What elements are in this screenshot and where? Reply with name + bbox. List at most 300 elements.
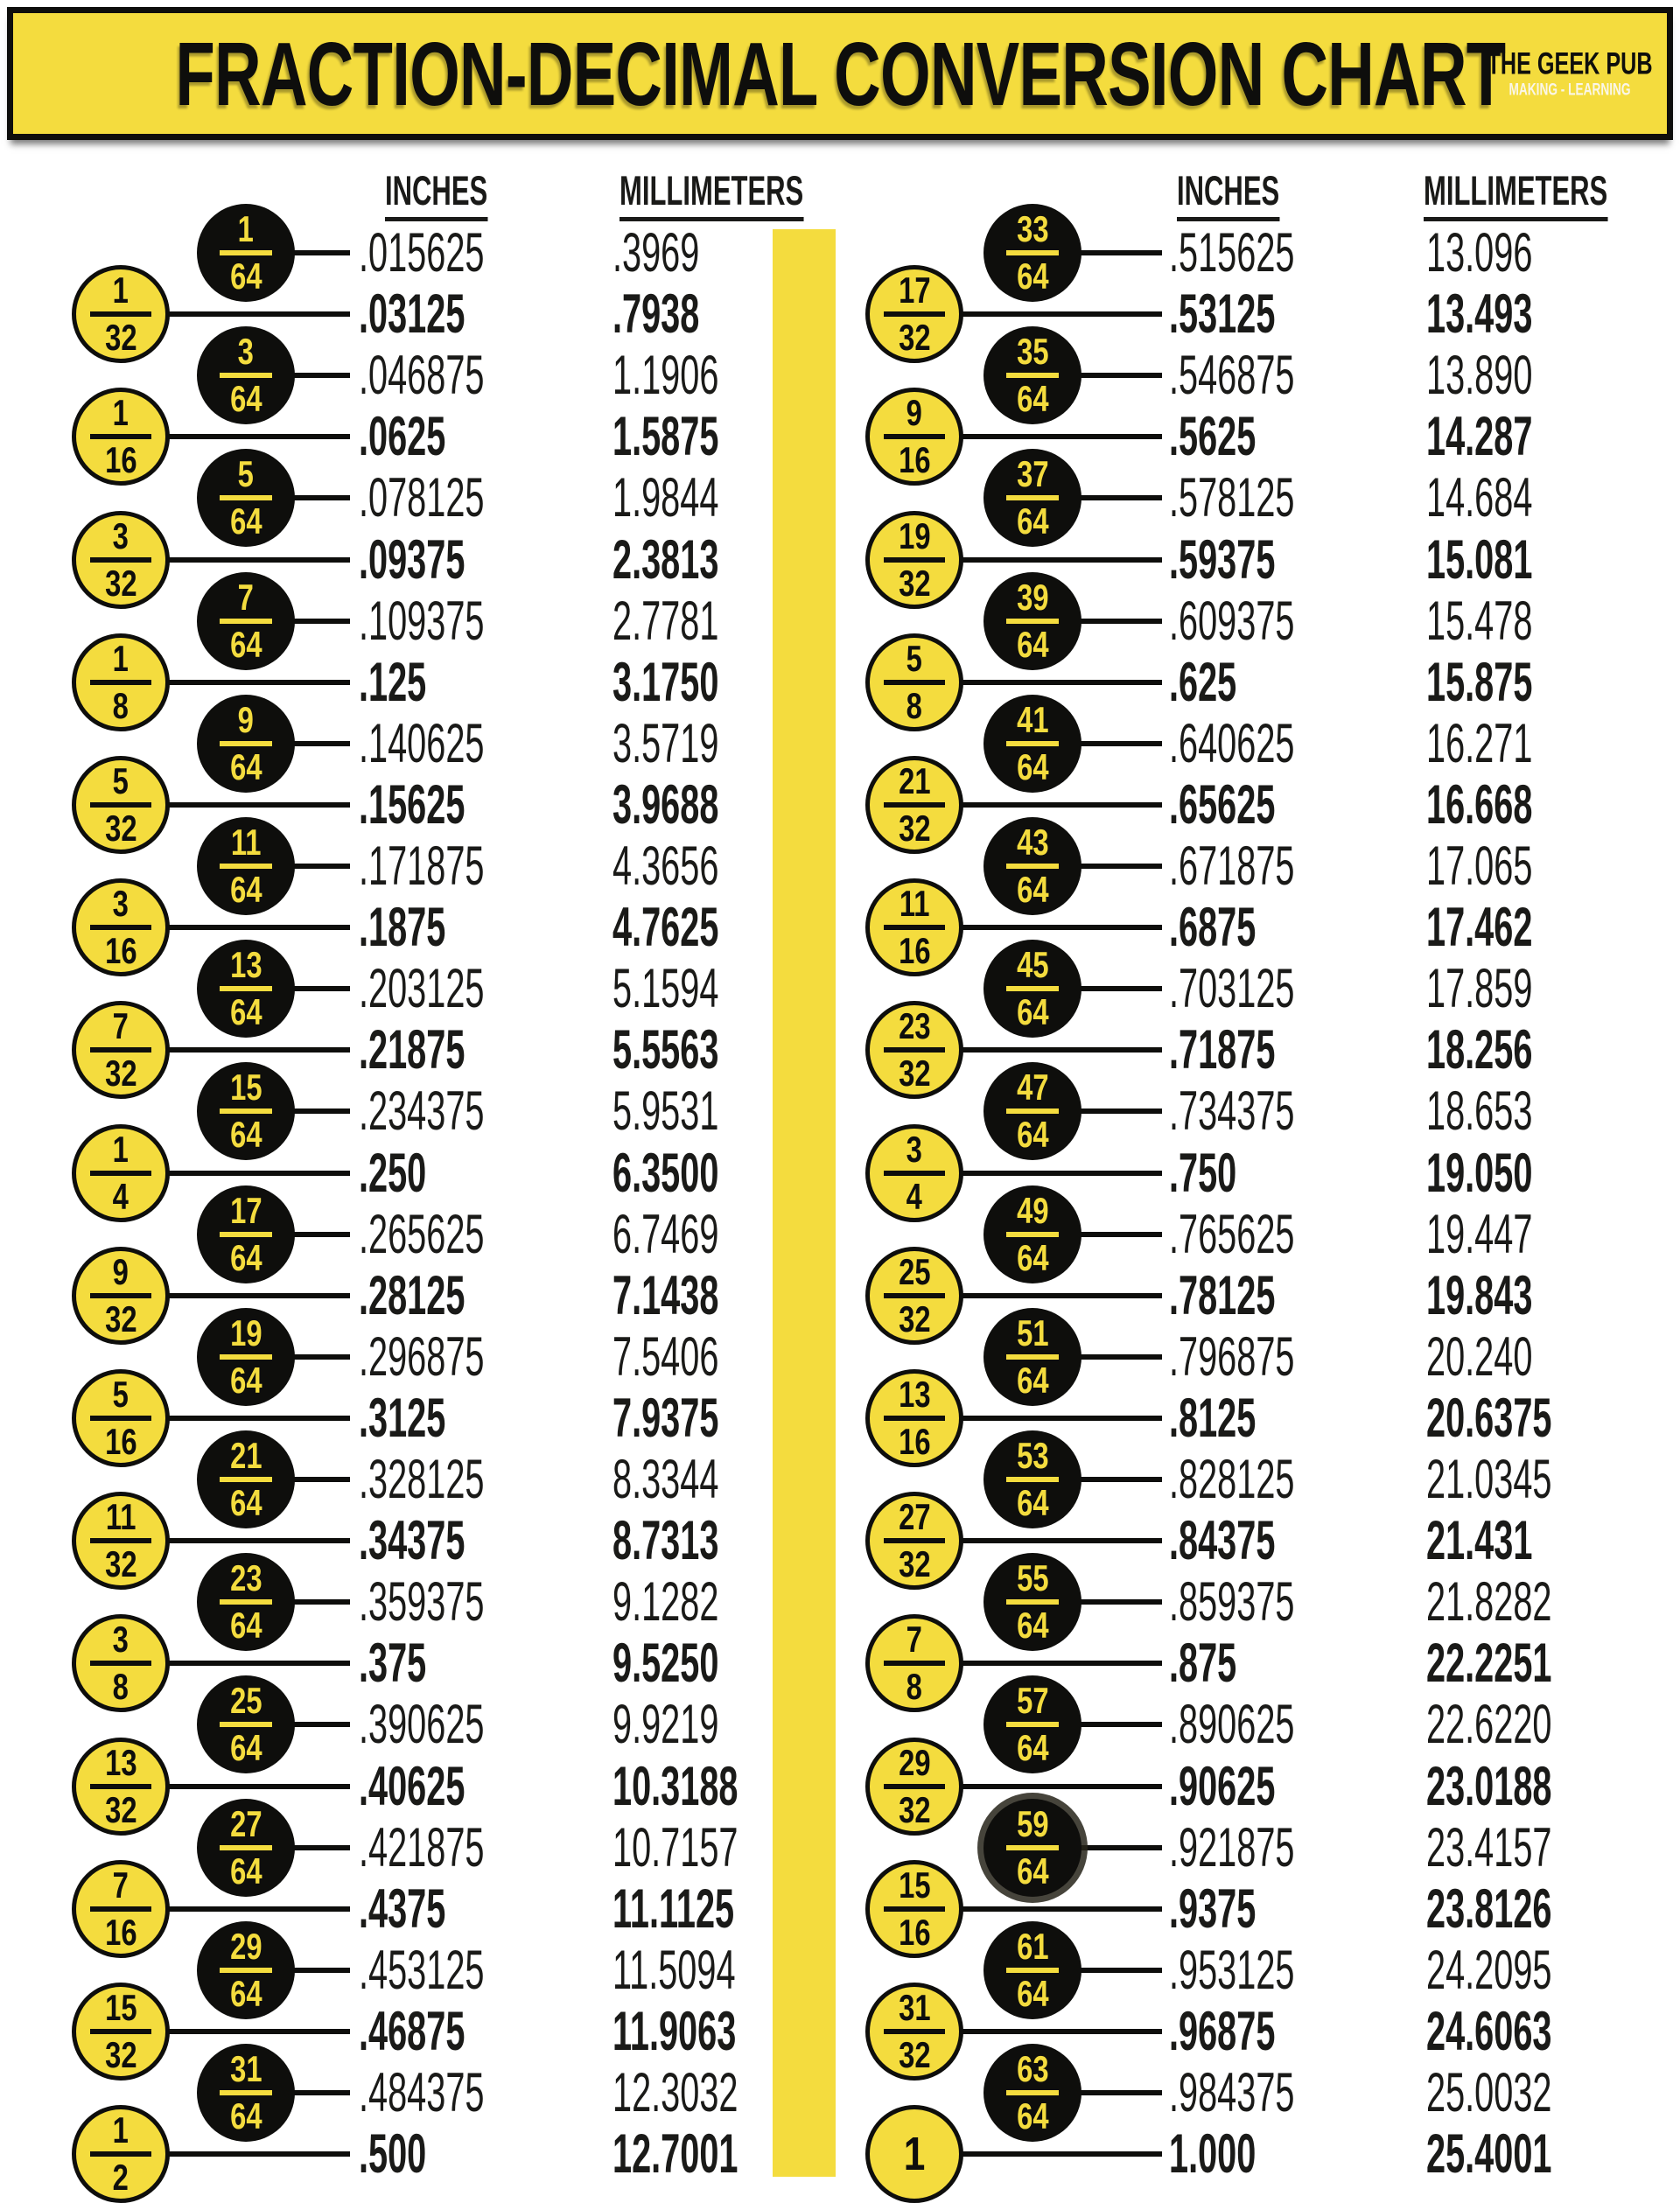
mm-value-text: 9.9219 xyxy=(612,1694,719,1756)
mm-value xyxy=(612,1265,781,1326)
inches-value xyxy=(359,836,558,897)
inches-value-text: .984375 xyxy=(1169,2062,1295,2123)
fraction-circle xyxy=(72,1860,170,1958)
fraction-numerator: 1 xyxy=(112,1128,130,1170)
fraction-denominator: 16 xyxy=(898,930,931,972)
mm-value-text: 13.096 xyxy=(1426,222,1533,283)
inches-value-text: .796875 xyxy=(1169,1325,1295,1388)
fraction-numerator: 49 xyxy=(1016,1189,1049,1231)
fraction-denominator: 2 xyxy=(112,2157,130,2199)
fraction-numerator: 5 xyxy=(237,453,255,495)
mm-value xyxy=(612,897,781,958)
mm-value xyxy=(612,1571,781,1633)
inches-value-text: .265625 xyxy=(359,1203,485,1265)
fraction-circle xyxy=(865,1983,963,2081)
fraction-numerator: 9 xyxy=(112,1250,130,1292)
inches-value-text: .390625 xyxy=(359,1694,485,1756)
fraction-numerator: 53 xyxy=(1016,1435,1049,1476)
mm-value xyxy=(1426,774,1595,836)
inches-value-text: .53125 xyxy=(1169,283,1276,346)
inches-value xyxy=(359,1204,558,1265)
mm-value-text: 21.8282 xyxy=(1426,1571,1552,1633)
fraction-circle xyxy=(865,1492,963,1590)
inches-value xyxy=(359,467,558,528)
fraction-numerator: 13 xyxy=(229,944,262,986)
inches-value-text: 1.000 xyxy=(1169,2123,1256,2186)
fraction-numerator: 17 xyxy=(898,269,931,311)
fraction-numerator: 17 xyxy=(229,1189,262,1231)
fraction-denominator: 64 xyxy=(229,2095,262,2137)
mm-value-text: 13.890 xyxy=(1426,345,1533,407)
mm-value-text: 16.271 xyxy=(1426,712,1533,774)
fraction-denominator: 16 xyxy=(898,1911,931,1953)
fraction-numerator: 3 xyxy=(112,1619,130,1661)
inches-value xyxy=(359,222,558,283)
fraction-circle xyxy=(72,878,170,976)
fraction-numerator: 7 xyxy=(112,1864,130,1906)
fraction-circle xyxy=(984,572,1082,670)
inches-value xyxy=(359,1326,558,1388)
mm-value-text: 23.4157 xyxy=(1426,1816,1552,1878)
fraction-denominator: 64 xyxy=(229,255,262,297)
fraction-circle xyxy=(984,449,1082,547)
fraction-denominator: 32 xyxy=(898,807,931,849)
inches-value xyxy=(359,345,558,406)
fraction-numerator: 11 xyxy=(105,1496,136,1538)
fraction-denominator: 32 xyxy=(898,1788,931,1830)
fraction-whole: 1 xyxy=(903,2128,926,2181)
fraction-denominator: 64 xyxy=(1016,869,1049,910)
fraction-circle xyxy=(984,817,1082,915)
fraction-numerator: 45 xyxy=(1016,944,1049,986)
mm-value-text: 25.4001 xyxy=(1426,2123,1552,2186)
inches-value xyxy=(1169,774,1338,836)
inches-value-text: .4375 xyxy=(359,1878,446,1940)
mm-value xyxy=(1426,897,1595,958)
inches-value-text: .765625 xyxy=(1169,1203,1295,1265)
inches-value-text: .375 xyxy=(359,1633,427,1695)
fraction-circle xyxy=(197,204,295,302)
inches-value-text: .65625 xyxy=(1169,773,1276,836)
mm-value xyxy=(612,591,781,652)
fraction-circle xyxy=(984,1553,1082,1651)
fraction-numerator: 43 xyxy=(1016,822,1049,863)
fraction-numerator: 1 xyxy=(112,392,130,434)
mm-value xyxy=(1426,1940,1626,2001)
mm-value-text: 11.9063 xyxy=(612,2000,737,2062)
inches-value-text: .296875 xyxy=(359,1325,485,1388)
fraction-numerator: 31 xyxy=(229,2048,262,2089)
mm-value xyxy=(612,1081,781,1142)
fraction-numerator: 27 xyxy=(898,1496,931,1538)
inches-value xyxy=(1169,283,1338,345)
inches-value-text: .250 xyxy=(359,1142,427,1204)
fraction-denominator: 64 xyxy=(1016,378,1049,420)
mm-value-text: 4.3656 xyxy=(612,836,719,897)
inches-value xyxy=(359,529,528,591)
fraction-circle xyxy=(984,326,1082,424)
fraction-denominator: 16 xyxy=(898,1420,931,1462)
inches-value xyxy=(1169,1449,1368,1510)
fraction-denominator: 16 xyxy=(898,439,931,481)
mm-value xyxy=(1426,1878,1626,1940)
mm-value xyxy=(1426,467,1595,528)
fraction-numerator: 1 xyxy=(237,208,255,249)
fraction-denominator: 32 xyxy=(104,1053,137,1095)
mm-value xyxy=(1426,2062,1626,2123)
mm-value xyxy=(612,713,781,774)
mm-value xyxy=(1426,222,1595,283)
fraction-circle xyxy=(72,1983,170,2081)
inches-value xyxy=(1169,1081,1368,1142)
fraction-numerator: 25 xyxy=(229,1680,262,1722)
fraction-numerator: 35 xyxy=(1016,331,1049,373)
fraction-circle xyxy=(865,1738,963,1836)
fraction-numerator: 23 xyxy=(898,1005,931,1047)
fraction-circle xyxy=(197,1553,295,1651)
inches-value-text: .046875 xyxy=(359,345,485,407)
fraction-denominator: 64 xyxy=(1016,500,1049,542)
column-header-millimeters-right: MILLIMETERS xyxy=(1424,170,1680,221)
mm-value-text: 10.7157 xyxy=(612,1816,738,1878)
mm-value-text: 12.3032 xyxy=(612,2062,738,2123)
fraction-circle xyxy=(197,1799,295,1897)
fraction-numerator: 7 xyxy=(237,576,255,618)
fraction-circle xyxy=(197,1062,295,1160)
inches-value-text: .500 xyxy=(359,2123,427,2186)
mm-value-text: 15.478 xyxy=(1426,590,1533,652)
inches-value-text: .734375 xyxy=(1169,1081,1295,1143)
inches-value-text: .578125 xyxy=(1169,467,1295,529)
inches-value-text: .9375 xyxy=(1169,1878,1256,1940)
inches-value xyxy=(1169,529,1338,591)
fraction-denominator: 64 xyxy=(1016,1359,1049,1401)
fraction-numerator: 1 xyxy=(112,2109,130,2151)
inches-value-text: .96875 xyxy=(1169,2000,1276,2062)
inches-value xyxy=(359,1571,558,1633)
fraction-denominator: 64 xyxy=(229,1850,262,1892)
inches-value xyxy=(1169,2123,1307,2185)
fraction-denominator: 64 xyxy=(229,1605,262,1647)
inches-value-text: .421875 xyxy=(359,1816,485,1878)
mm-value xyxy=(612,1388,781,1449)
inches-value xyxy=(359,591,558,652)
mm-value xyxy=(612,1326,781,1388)
fraction-numerator: 37 xyxy=(1016,453,1049,495)
mm-value-text: 12.7001 xyxy=(612,2123,738,2186)
fraction-circle xyxy=(984,940,1082,1038)
fraction-denominator: 32 xyxy=(104,562,137,604)
inches-value-text: .203125 xyxy=(359,958,485,1020)
fraction-numerator: 5 xyxy=(112,759,130,801)
inches-value-text: .03125 xyxy=(359,283,466,346)
inches-value-text: .5625 xyxy=(1169,406,1256,468)
mm-value xyxy=(612,836,781,897)
fraction-denominator: 64 xyxy=(1016,1972,1049,2014)
inches-value xyxy=(359,1694,558,1755)
inches-value xyxy=(359,1633,466,1694)
fraction-circle xyxy=(984,1799,1082,1897)
fraction-circle xyxy=(72,265,170,363)
inches-value xyxy=(359,713,558,774)
mm-value xyxy=(612,1019,781,1081)
fraction-numerator: 3 xyxy=(112,883,130,925)
fraction-numerator: 59 xyxy=(1016,1802,1049,1844)
mm-value-text: 5.5563 xyxy=(612,1019,719,1081)
inches-value-text: .71875 xyxy=(1169,1019,1276,1081)
inches-value-text: .359375 xyxy=(359,1571,485,1633)
fraction-circle xyxy=(865,1614,963,1712)
inches-value xyxy=(1169,958,1368,1019)
mm-value-text: 18.653 xyxy=(1426,1081,1533,1143)
fraction-numerator: 11 xyxy=(899,883,930,925)
mm-value xyxy=(1426,2001,1626,2062)
fraction-numerator: 47 xyxy=(1016,1067,1049,1108)
mm-value-text: 24.2095 xyxy=(1426,1939,1552,2001)
fraction-denominator: 64 xyxy=(1016,255,1049,297)
inches-value xyxy=(359,1878,497,1940)
inches-value-text: .921875 xyxy=(1169,1816,1295,1878)
inches-value xyxy=(359,1817,558,1878)
inches-value-text: .828125 xyxy=(1169,1449,1295,1510)
mm-value xyxy=(1426,591,1595,652)
inches-value xyxy=(1169,1265,1338,1326)
inches-value xyxy=(359,652,466,713)
inches-value xyxy=(1169,1633,1277,1694)
fraction-circle xyxy=(72,2105,170,2203)
fraction-denominator: 64 xyxy=(229,500,262,542)
inches-value xyxy=(359,1081,558,1142)
inches-value xyxy=(1169,591,1368,652)
fraction-circle xyxy=(197,572,295,670)
fraction-circle xyxy=(865,1001,963,1099)
inches-value-text: .90625 xyxy=(1169,1755,1276,1817)
fraction-numerator: 7 xyxy=(906,1619,923,1661)
fraction-circle xyxy=(197,695,295,793)
mm-value xyxy=(1426,345,1595,406)
mm-value-text: 2.7781 xyxy=(612,590,719,652)
inches-value xyxy=(359,1388,497,1449)
fraction-denominator: 16 xyxy=(104,439,137,481)
inches-value xyxy=(359,1019,528,1081)
mm-value-text: 3.9688 xyxy=(612,773,719,836)
mm-value-text: 16.668 xyxy=(1426,773,1533,836)
mm-value-text: 5.1594 xyxy=(612,958,719,1020)
mm-value xyxy=(1426,713,1595,774)
fraction-denominator: 64 xyxy=(229,1482,262,1523)
fraction-circle xyxy=(197,326,295,424)
fraction-denominator: 32 xyxy=(898,1543,931,1585)
fraction-circle xyxy=(865,1124,963,1222)
inches-value xyxy=(359,2062,558,2123)
mm-value xyxy=(1426,529,1595,591)
header-bar xyxy=(7,7,1673,140)
inches-value-text: .21875 xyxy=(359,1019,466,1081)
inches-value xyxy=(359,1265,528,1326)
fraction-circle xyxy=(984,204,1082,302)
mm-value xyxy=(612,283,751,345)
fraction-numerator: 11 xyxy=(230,822,262,863)
mm-value xyxy=(1426,406,1595,467)
fraction-denominator: 64 xyxy=(229,1727,262,1769)
fraction-numerator: 21 xyxy=(229,1435,262,1476)
fraction-circle xyxy=(865,1860,963,1958)
mm-value xyxy=(612,958,781,1019)
mm-value-text: 7.5406 xyxy=(612,1325,719,1388)
mm-value xyxy=(1426,1388,1626,1449)
mm-value-text: 3.1750 xyxy=(612,651,719,713)
fraction-circle xyxy=(72,756,170,854)
mm-value-text: 6.3500 xyxy=(612,1142,719,1204)
fraction-denominator: 64 xyxy=(1016,1605,1049,1647)
inches-value-text: .171875 xyxy=(359,836,485,897)
inches-value-text: .890625 xyxy=(1169,1694,1295,1756)
inches-value xyxy=(1169,652,1277,713)
fraction-denominator: 8 xyxy=(906,684,923,726)
fraction-circle xyxy=(865,265,963,363)
inches-value-text: .15625 xyxy=(359,773,466,836)
fraction-circle xyxy=(865,511,963,609)
mm-value xyxy=(1426,1326,1595,1388)
brand-logo xyxy=(1423,46,1653,100)
brand-tagline: MAKING - LEARNING xyxy=(1508,80,1632,100)
fraction-denominator: 16 xyxy=(104,930,137,972)
fraction-circle xyxy=(984,1921,1082,2019)
mm-value xyxy=(612,1633,781,1694)
fraction-denominator: 32 xyxy=(104,2033,137,2075)
mm-value xyxy=(1426,1571,1626,1633)
inches-value xyxy=(359,1449,558,1510)
fraction-numerator: 19 xyxy=(898,514,931,556)
fraction-denominator: 64 xyxy=(229,1972,262,2014)
inches-value xyxy=(1169,1204,1368,1265)
mm-value-text: 1.1906 xyxy=(612,345,719,407)
inches-value-text: .625 xyxy=(1169,651,1237,713)
fraction-numerator: 13 xyxy=(104,1741,137,1783)
mm-value xyxy=(1426,2123,1626,2185)
fraction-numerator: 39 xyxy=(1016,576,1049,618)
fraction-numerator: 61 xyxy=(1016,1925,1049,1967)
inches-value xyxy=(359,897,497,958)
inches-value xyxy=(1169,836,1368,897)
mm-value-text: 1.9844 xyxy=(612,467,719,529)
fraction-numerator: 41 xyxy=(1016,698,1049,740)
fraction-circle xyxy=(197,449,295,547)
inches-value-text: .28125 xyxy=(359,1264,466,1326)
fraction-circle xyxy=(72,1124,170,1222)
inches-value-text: .640625 xyxy=(1169,712,1295,774)
fraction-numerator: 29 xyxy=(898,1741,931,1783)
fraction-denominator: 32 xyxy=(104,1543,137,1585)
mm-value xyxy=(612,1143,781,1204)
fraction-numerator: 5 xyxy=(112,1373,130,1415)
inches-value xyxy=(359,283,528,345)
inches-value-text: .140625 xyxy=(359,712,485,774)
fraction-denominator: 32 xyxy=(898,562,931,604)
inches-value-text: .09375 xyxy=(359,528,466,591)
mm-value-text: 4.7625 xyxy=(612,897,719,959)
mm-value-text: 7.1438 xyxy=(612,1264,719,1326)
inches-value xyxy=(359,1510,528,1571)
mm-value-text: 3.5719 xyxy=(612,712,719,774)
inches-value xyxy=(1169,1019,1338,1081)
fraction-denominator: 32 xyxy=(898,1297,931,1339)
inches-value-text: .515625 xyxy=(1169,222,1295,283)
fraction-circle xyxy=(72,1369,170,1467)
mm-value xyxy=(612,2062,812,2123)
fraction-numerator: 51 xyxy=(1016,1311,1049,1353)
fraction-circle xyxy=(984,1430,1082,1528)
fraction-denominator: 64 xyxy=(229,869,262,910)
fraction-denominator: 32 xyxy=(898,1053,931,1095)
mm-value-text: 23.0188 xyxy=(1426,1755,1552,1817)
fraction-numerator: 3 xyxy=(112,514,130,556)
fraction-denominator: 32 xyxy=(104,1788,137,1830)
mm-value-text: 10.3188 xyxy=(612,1755,738,1817)
inches-value xyxy=(1169,2001,1338,2062)
fraction-numerator: 13 xyxy=(898,1373,931,1415)
fraction-numerator: 3 xyxy=(906,1128,923,1170)
inches-value xyxy=(1169,2062,1368,2123)
mm-value xyxy=(1426,1143,1595,1204)
mm-value-text: 9.5250 xyxy=(612,1633,719,1695)
mm-value xyxy=(1426,652,1595,713)
inches-value xyxy=(1169,345,1368,406)
fraction-numerator: 25 xyxy=(898,1250,931,1292)
mm-value-text: 15.081 xyxy=(1426,528,1533,591)
fraction-numerator: 57 xyxy=(1016,1680,1049,1722)
fraction-denominator: 32 xyxy=(104,1297,137,1339)
mm-value xyxy=(1426,1449,1626,1510)
fraction-denominator: 32 xyxy=(898,317,931,359)
fraction-numerator: 7 xyxy=(112,1005,130,1047)
mm-value-text: 8.7313 xyxy=(612,1510,719,1572)
fraction-circle xyxy=(197,1675,295,1773)
fraction-circle xyxy=(984,1308,1082,1406)
inches-value xyxy=(359,1143,466,1204)
mm-value xyxy=(612,1204,781,1265)
mm-value xyxy=(1426,1756,1626,1817)
fraction-circle xyxy=(865,1247,963,1345)
fraction-denominator: 8 xyxy=(112,1666,130,1708)
inches-value-text: .671875 xyxy=(1169,836,1295,897)
mm-value-text: 6.7469 xyxy=(612,1203,719,1265)
fraction-denominator: 32 xyxy=(104,317,137,359)
fraction-circle xyxy=(197,817,295,915)
fraction-numerator: 5 xyxy=(906,637,923,679)
inches-value-text: .84375 xyxy=(1169,1510,1276,1572)
fraction-denominator: 64 xyxy=(1016,1236,1049,1278)
fraction-denominator: 64 xyxy=(229,378,262,420)
fraction-circle xyxy=(197,1430,295,1528)
fraction-numerator: 19 xyxy=(229,1311,262,1353)
inches-value xyxy=(359,406,497,467)
mm-value xyxy=(612,1449,781,1510)
inches-value xyxy=(359,1940,558,2001)
inches-value-text: .125 xyxy=(359,651,427,713)
mm-value xyxy=(1426,958,1595,1019)
fraction-numerator: 21 xyxy=(898,759,931,801)
fraction-denominator: 64 xyxy=(1016,1727,1049,1769)
mm-value xyxy=(612,2123,812,2185)
inches-value-text: .546875 xyxy=(1169,345,1295,407)
fraction-circle xyxy=(865,633,963,731)
inches-value xyxy=(1169,1878,1307,1940)
mm-value-text: 25.0032 xyxy=(1426,2062,1552,2123)
inches-value-text: .109375 xyxy=(359,590,485,652)
mm-value xyxy=(1426,1265,1595,1326)
inches-value-text: .875 xyxy=(1169,1633,1237,1695)
